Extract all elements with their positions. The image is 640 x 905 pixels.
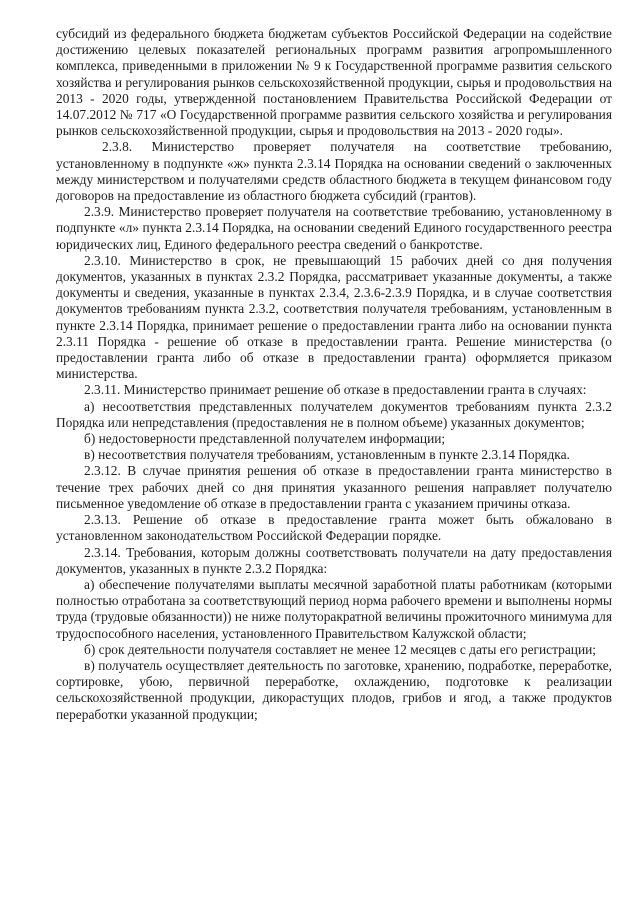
paragraph-2-3-9: 2.3.9. Министерство проверяет получателя на соответствие требованию, установленному в подпункте «л» пункта 2.3.14 Порядка, на основании сведений Единого государственного реестра юридических лиц, Единого федерального реестра сведений о банкротстве.	[56, 204, 612, 252]
list-item-a: а) несоответствия представленных получателем документов требованиям пункта 2.3.2 Порядка или непредставления (предоставления не в полном объеме) указанных документов;	[56, 398, 612, 430]
paragraph-2-3-13: 2.3.13. Решение об отказе в предоставление гранта может быть обжаловано в установленном законодательством Российской Федерации порядке.	[56, 512, 612, 544]
requirement-b: б) срок деятельности получателя составляет не менее 12 месяцев с даты его регистрации;	[84, 641, 596, 657]
requirement-a: а) обеспечение получателями выплаты месячной заработной платы работникам (которыми полностью отработана за соответствующий период норма рабочего времени и выполнены нормы труда (трудовые обязанности)) не ниже полуторакратной величины прожиточного минимума для трудоспособного населения, установленного Правительством Калужской области;	[56, 576, 612, 641]
list-item-v: в) несоответствия получателя требованиям, установленным в пункте 2.3.14 Порядка.	[84, 447, 570, 463]
paragraph-2-3-14: 2.3.14. Требования, которым должны соответствовать получатели на дату предоставления документов, указанных в пункте 2.3.2 Порядка:	[56, 544, 612, 576]
paragraph-continuation: субсидий из федерального бюджета бюджетам субъектов Российской Федерации на содействие достижению целевых показателей региональных программ развития агропромышленного комплекса, приведенными в приложении № 9 к Государственной программе развития сельского хозяйства и регулирования рынков сельскохозяйственной продукции, сырья и продовольствия на 2013 - 2020 годы, утвержденной постановлением Правительства Российской Федерации от 14.07.2012 № 717 «О Государственной программе развития сельского хозяйства и регулирования рынков сельскохозяйственной продукции, сырья и продовольствия на 2013 - 2020 годы».	[56, 26, 612, 139]
paragraph-2-3-11: 2.3.11. Министерство принимает решение об отказе в предоставлении гранта в случаях:	[84, 382, 587, 398]
document-page	[56, 26, 612, 723]
paragraph-2-3-8: 2.3.8. Министерство проверяет получателя на соответствие требованию, установленному в подпункте «ж» пункта 2.3.14 Порядка на основании сведений о заключенных между министерством и получателями средств областного бюджета в текущем финансовом году договоров на предоставление из областного бюджета субсидий (грантов).	[56, 139, 612, 204]
list-item-b: б) недостоверности представленной получателем информации;	[84, 431, 446, 447]
paragraph-2-3-12: 2.3.12. В случае принятия решения об отказе в предоставлении гранта министерство в течение трех рабочих дней со дня принятия указанного решения направляет получателю письменное уведомление об отказе в предоставлении гранта с указанием причины отказа.	[56, 463, 612, 511]
requirement-v: в) получатель осуществляет деятельность по заготовке, хранению, подработке, переработке, сортировке, убою, первичной переработке, охлаждению, подготовке к реализации сельскохозяйственной продукции, дикорастущих плодов, грибов и ягод, а также продуктов переработки указанной продукции;	[56, 657, 612, 722]
paragraph-2-3-10: 2.3.10. Министерство в срок, не превышающий 15 рабочих дней со дня получения документов, указанных в пунктах 2.3.2 Порядка, рассматривает указанные документы, а также документы и сведения, указанные в пунктах 2.3.4, 2.3.6-2.3.9 Порядка, и в случае соответствия документов требованиям пункта 2.3.2, соответствия получателя требованиям, установленным в пункте 2.3.14 Порядка, принимает решение о предоставлении гранта либо на основании пункта 2.3.11 Порядка - решение об отказе в предоставлении гранта. Решение министерства (о предоставлении гранта либо об отказе в предоставлении гранта) оформляется приказом министерства.	[56, 252, 612, 382]
